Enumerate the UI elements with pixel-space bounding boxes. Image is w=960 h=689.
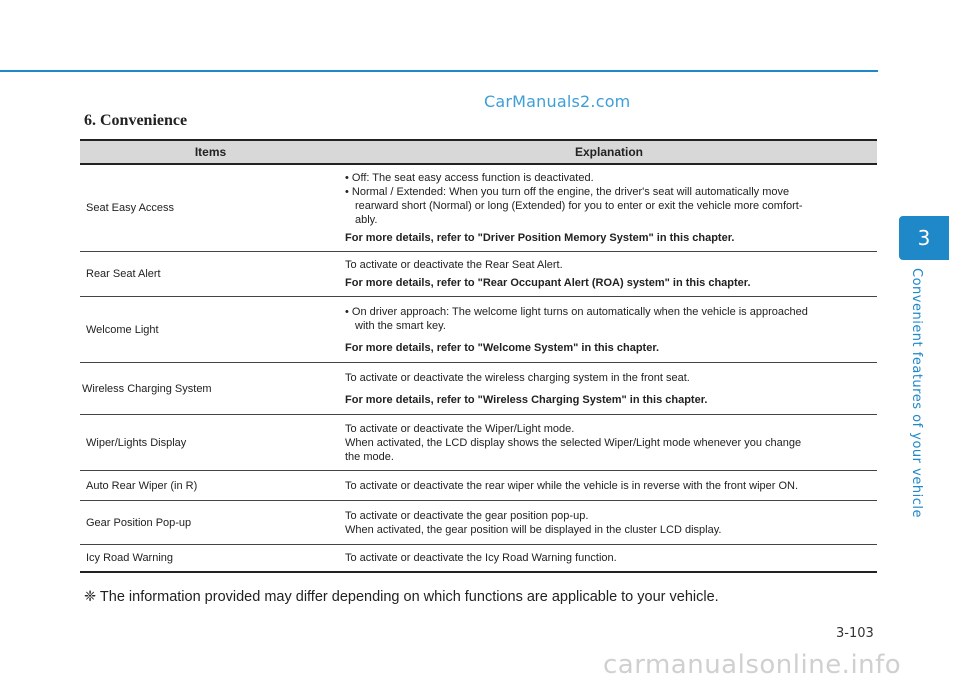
table-row (80, 363, 877, 415)
watermark-carmanuals2: CarManuals2.com (484, 92, 631, 111)
item-cell: Seat Easy Access (80, 164, 341, 252)
convenience-table (80, 139, 877, 573)
page-number: 3-103 (836, 626, 874, 641)
explanation-line: To activate or deactivate the rear wiper while the vehicle is in reverse with the front wiper ON. (345, 479, 799, 492)
table-row (80, 164, 877, 252)
explanation-line: ably. (355, 214, 378, 226)
explanation-cell (341, 363, 877, 415)
explanation-line: When activated, the LCD display shows the selected Wiper/Light mode whenever you change (345, 436, 802, 449)
table-row (80, 297, 877, 363)
explanation-line: To activate or deactivate the wireless charging system in the front seat. (345, 371, 690, 384)
explanation-line: with the smart key. (355, 319, 446, 332)
explanation-cell (341, 501, 877, 545)
chapter-label: Convenient features of your vehicle (909, 268, 924, 518)
chapter-number: 3 (917, 226, 931, 250)
explanation-cell (341, 471, 877, 501)
explanation-cell (341, 545, 877, 573)
table-row (80, 545, 877, 573)
explanation-line: When activated, the gear position will be displayed in the cluster LCD display. (345, 523, 722, 536)
explanation-line: the mode. (345, 450, 394, 463)
section-title: 6. Convenience (84, 112, 188, 129)
footnote: ❈ The information provided may differ depending on which functions are applicable to your vehicle. (84, 589, 719, 605)
reference-note: For more details, refer to "Rear Occupant Alert (ROA) system" in this chapter. (345, 277, 751, 289)
item-cell: Rear Seat Alert (80, 252, 341, 297)
explanation-cell (341, 415, 877, 471)
item-cell: Welcome Light (80, 297, 341, 363)
top-rule (0, 70, 878, 72)
table-row (80, 471, 877, 501)
chapter-tab (899, 216, 949, 260)
watermark-carmanualsonline: carmanualsonline.info (603, 650, 902, 680)
table-row (80, 252, 877, 297)
item-cell: Wireless Charging System (80, 363, 341, 415)
item-cell: Icy Road Warning (80, 545, 341, 573)
explanation-cell (341, 297, 877, 363)
reference-note: For more details, refer to "Wireless Charging System" in this chapter. (345, 393, 708, 406)
explanation-line: To activate or deactivate the Wiper/Light mode. (345, 422, 575, 435)
item-cell: Auto Rear Wiper (in R) (80, 471, 341, 501)
explanation-line: To activate or deactivate the gear position pop-up. (345, 509, 589, 522)
reference-note: For more details, refer to "Welcome System" in this chapter. (345, 341, 660, 354)
item-cell: Wiper/Lights Display (80, 415, 341, 471)
reference-note: For more details, refer to "Driver Position Memory System" in this chapter. (345, 232, 735, 244)
header-explanation: Explanation (341, 140, 877, 164)
header-items: Items (80, 140, 341, 164)
explanation-line: • On driver approach: The welcome light turns on automatically when the vehicle is approached (345, 305, 808, 318)
explanation-cell (341, 252, 877, 297)
table-header-row (80, 140, 877, 164)
table-row (80, 501, 877, 545)
explanation-cell (341, 164, 877, 252)
table-row (80, 415, 877, 471)
item-cell: Gear Position Pop-up (80, 501, 341, 545)
explanation-line: rearward short (Normal) or long (Extended) for you to enter or exit the vehicle more comfort- (355, 200, 803, 212)
explanation-line: • Normal / Extended: When you turn off the engine, the driver's seat will automatically move (345, 186, 790, 198)
explanation-line: To activate or deactivate the Rear Seat Alert. (345, 259, 563, 271)
explanation-line: • Off: The seat easy access function is deactivated. (345, 172, 594, 184)
explanation-line: To activate or deactivate the Icy Road Warning function. (345, 552, 617, 564)
